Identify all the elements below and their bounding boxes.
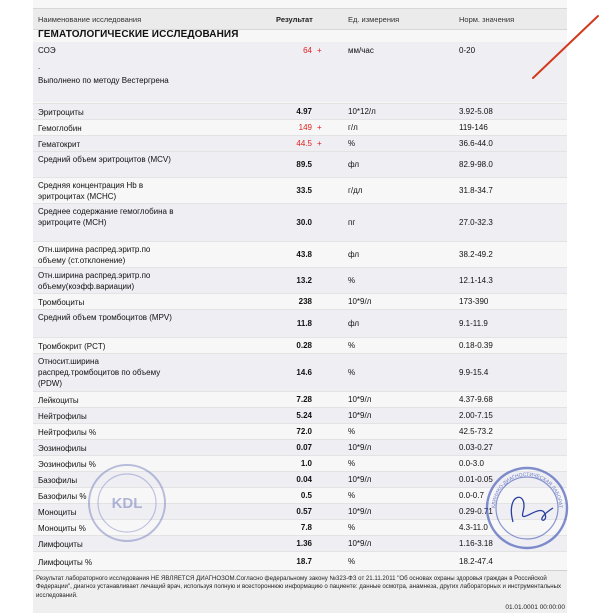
test-name: Эозинофилы % <box>38 460 96 469</box>
table-row <box>33 353 567 392</box>
test-unit: % <box>348 523 356 532</box>
test-value: 30.0 <box>296 218 312 227</box>
test-value: 4.97 <box>296 107 312 116</box>
test-unit: % <box>348 368 356 377</box>
reference-range: 0.18-0.39 <box>459 341 493 350</box>
esr-norm: 0-20 <box>459 46 476 55</box>
test-name: Базофилы % <box>38 492 87 501</box>
test-unit: г/дл <box>348 186 363 195</box>
test-unit: г/л <box>348 123 358 132</box>
table-row <box>33 135 567 152</box>
test-value: 72.0 <box>296 427 312 436</box>
test-value: 1.36 <box>296 539 312 548</box>
test-value: 89.5 <box>296 160 312 169</box>
esr-name: СОЭ <box>38 46 56 55</box>
test-name: Отн.ширина распред.эритр.по объему (ст.отклонение) <box>38 245 151 265</box>
table-row <box>33 309 567 338</box>
test-value: 1.0 <box>300 459 312 468</box>
test-unit: % <box>348 341 356 350</box>
annotation-arrow <box>528 14 600 84</box>
esr-dot: . <box>38 62 41 71</box>
table-header <box>33 8 567 30</box>
test-unit: 10*12/л <box>348 107 376 116</box>
reference-range: 0.01-0.05 <box>459 475 493 484</box>
esr-row <box>33 42 567 102</box>
test-value: 0.04 <box>296 475 312 484</box>
table-row <box>33 519 567 536</box>
test-value: 0.28 <box>296 341 312 350</box>
reference-range: 82.9-98.0 <box>459 160 493 169</box>
report-sheet <box>33 0 567 612</box>
reference-range: 2.00-7.15 <box>459 411 493 420</box>
table-row <box>33 455 567 472</box>
reference-range: 173-390 <box>459 297 489 306</box>
test-value: 14.6 <box>296 368 312 377</box>
test-value: 5.24 <box>296 411 312 420</box>
table-row <box>33 391 567 408</box>
test-unit: 10*9/л <box>348 475 372 484</box>
test-unit: фл <box>348 250 360 259</box>
header-norm: Норм. значения <box>459 15 515 24</box>
reference-range: 31.8-34.7 <box>459 186 493 195</box>
reference-range: 4.37-9.68 <box>459 395 493 404</box>
table-row <box>33 535 567 552</box>
test-name: Эритроциты <box>38 108 84 117</box>
test-name: Гемоглобин <box>38 124 82 133</box>
esr-method-note: Выполнено по методу Вестергрена <box>38 76 169 85</box>
reference-range: 9.9-15.4 <box>459 368 489 377</box>
reference-range: 36.6-44.0 <box>459 139 493 148</box>
test-value: 18.7 <box>296 557 312 566</box>
reference-range: 12.1-14.3 <box>459 276 493 285</box>
esr-unit: мм/час <box>348 46 374 55</box>
test-name: Относит.ширина распред.тромбоцитов по объему (PDW) <box>38 357 161 388</box>
table-row <box>33 471 567 488</box>
test-unit: 10*9/л <box>348 297 372 306</box>
abnormal-flag: + <box>317 139 322 148</box>
table-row <box>33 439 567 456</box>
reference-range: 119-146 <box>459 123 488 132</box>
test-value: 0.07 <box>296 443 312 452</box>
esr-value: 64 <box>303 46 312 55</box>
test-unit: 10*9/л <box>348 395 372 404</box>
test-name: Нейтрофилы % <box>38 428 97 437</box>
test-name: Эозинофилы <box>38 444 87 453</box>
table-row <box>33 267 567 294</box>
test-unit: фл <box>348 319 360 328</box>
test-value: 149 <box>298 123 312 132</box>
test-unit: фл <box>348 160 360 169</box>
reference-range: 0.0-0.7 <box>459 491 484 500</box>
abnormal-flag: + <box>317 123 322 132</box>
test-unit: % <box>348 139 356 148</box>
table-row <box>33 337 567 354</box>
table-row <box>33 551 567 571</box>
disclaimer-text: Результат лабораторного исследования НЕ ЯВЛЯЕТСЯ ДИАГНОЗОМ.Согласно федеральному закону №323-ФЗ от 21.11.2011 "Об основах охраны здоровья граждан в Российской Федерации", диагноз устанавливает лечащий врач, используя полную и всестороннюю информацию о пациенте: данные осмотра, анамнеза, других лабораторных и инструментальных исследований. <box>36 575 562 599</box>
reference-range: 0.03-0.27 <box>459 443 493 452</box>
reference-range: 18.2-47.4 <box>459 557 493 566</box>
table-row <box>33 293 567 310</box>
test-value: 43.8 <box>296 250 312 259</box>
stamp-right-text: КЛИНИКО-ДИАГНОСТИЧЕСКАЯ ЛАБОРАТ <box>490 471 564 509</box>
table-row <box>33 119 567 136</box>
table-row <box>33 151 567 178</box>
reference-range: 42.5-73.2 <box>459 427 493 436</box>
test-unit: 10*9/л <box>348 507 372 516</box>
test-value: 7.8 <box>300 523 312 532</box>
test-name: Тромбоциты <box>38 298 85 307</box>
test-name: Средняя концентрация Hb в эритроцитах (MCHC) <box>38 181 144 201</box>
test-name: Средний объем тромбоцитов (MPV) <box>38 313 172 322</box>
test-unit: 10*9/л <box>348 411 372 420</box>
reference-range: 38.2-49.2 <box>459 250 493 259</box>
table-row <box>33 423 567 440</box>
test-name: Лимфоциты % <box>38 558 93 567</box>
esr-flag: + <box>317 46 322 55</box>
test-value: 11.8 <box>296 319 312 328</box>
reference-range: 0.29-0.71 <box>459 507 493 516</box>
table-row <box>33 241 567 268</box>
reference-range: 27.0-32.3 <box>459 218 493 227</box>
test-name: Базофилы <box>38 476 78 485</box>
header-name: Наименование исследования <box>38 15 142 24</box>
header-result: Результат <box>276 15 313 24</box>
test-unit: % <box>348 276 356 285</box>
test-value: 44.5 <box>296 139 312 148</box>
table-row <box>33 407 567 424</box>
test-value: 238 <box>298 297 312 306</box>
test-value: 7.28 <box>296 395 312 404</box>
section-title: ГЕМАТОЛОГИЧЕСКИЕ ИССЛЕДОВАНИЯ <box>38 29 239 40</box>
test-unit: 10*9/л <box>348 443 372 452</box>
test-unit: % <box>348 557 356 566</box>
test-unit: % <box>348 427 356 436</box>
test-value: 13.2 <box>296 276 312 285</box>
test-value: 0.5 <box>300 491 312 500</box>
reference-range: 4.3-11.0 <box>459 523 488 532</box>
test-name: Лимфоциты <box>38 540 83 549</box>
footer <box>33 570 567 613</box>
test-name: Моноциты % <box>38 524 86 533</box>
stamp-left-text: KDL <box>111 495 143 512</box>
reference-range: 1.16-3.18 <box>459 539 493 548</box>
test-name: Тромбокрит (PCT) <box>38 342 106 351</box>
table-row <box>33 177 567 204</box>
test-name: Моноциты <box>38 508 77 517</box>
test-unit: 10*9/л <box>348 539 372 548</box>
header-unit: Ед. измерения <box>348 15 400 24</box>
test-name: Нейтрофилы <box>38 412 87 421</box>
test-unit: % <box>348 491 356 500</box>
test-name: Среднее содержание гемоглобина в эритроците (MCH) <box>38 207 174 227</box>
table-row <box>33 503 567 520</box>
test-name: Средний объем эритроцитов (MCV) <box>38 155 171 164</box>
test-name: Лейкоциты <box>38 396 79 405</box>
report-date: 01.01.0001 00:00:00 <box>505 604 565 611</box>
reference-range: 9.1-11.9 <box>459 319 488 328</box>
test-name: Гематокрит <box>38 140 81 149</box>
reference-range: 3.92-5.08 <box>459 107 493 116</box>
table-row <box>33 203 567 242</box>
test-value: 0.57 <box>296 507 312 516</box>
reference-range: 0.0-3.0 <box>459 459 484 468</box>
table-row <box>33 103 567 120</box>
test-value: 33.5 <box>296 186 312 195</box>
test-unit: % <box>348 459 356 468</box>
table-row <box>33 487 567 504</box>
test-name: Отн.ширина распред.эритр.по объему(коэфф.вариации) <box>38 271 151 291</box>
test-unit: пг <box>348 218 356 227</box>
